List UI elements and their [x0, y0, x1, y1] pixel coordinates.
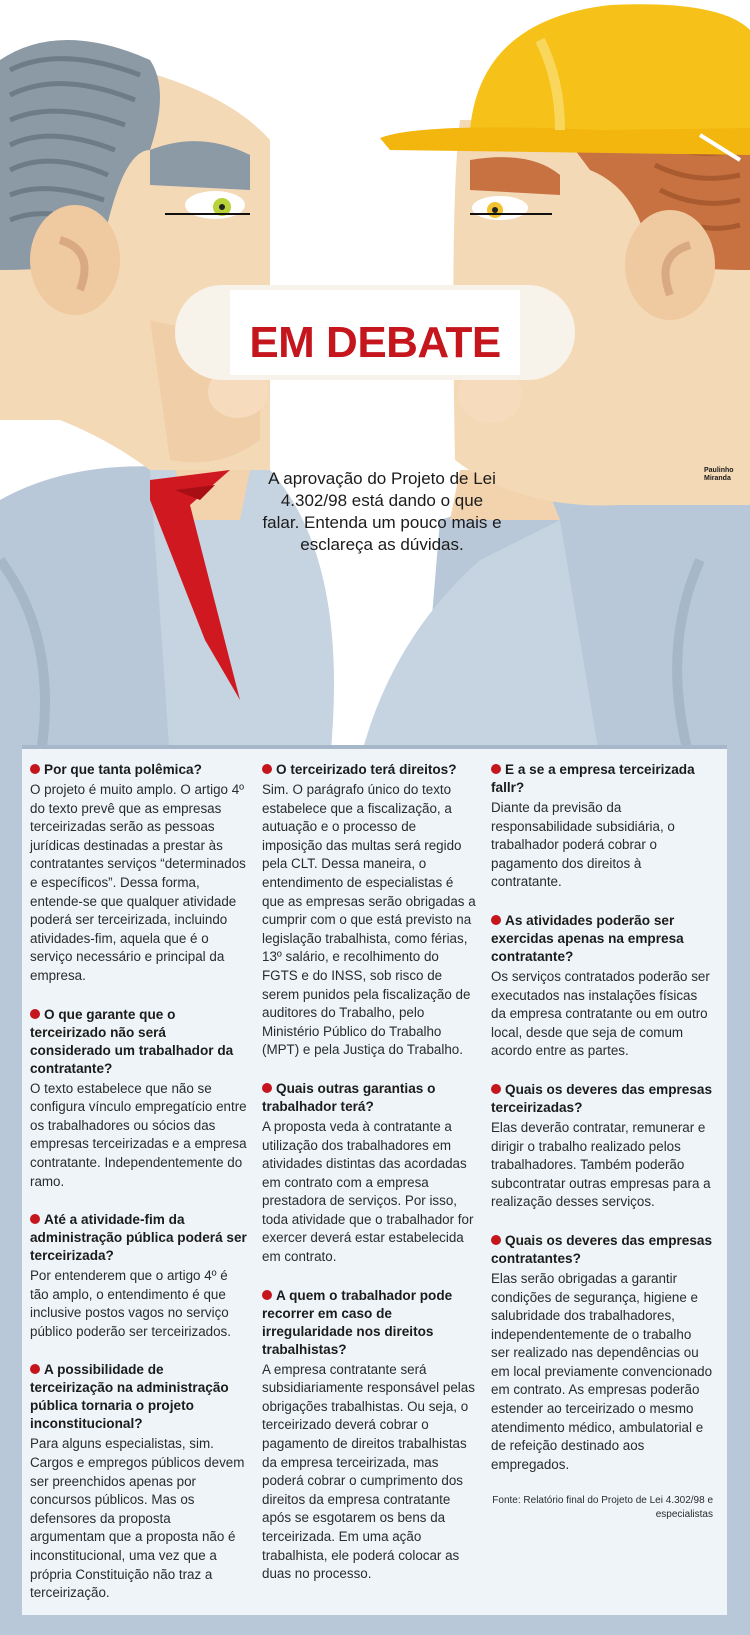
question: O que garante que o terceirizado não será considerado um trabalhador da contratante? [30, 1006, 234, 1076]
qa-item [30, 1211, 248, 1341]
answer: A empresa contratante será subsidiariamente responsável pelas obrigações trabalhistas. Ou seja, o terceirizado deverá cobrar o pagamento de direitos trabalhistas da empresa terceirizada, mas poderá cobrar o cumprimento dos direitos da empresa contratante após se esgotarem os bens da terceirizada. Em uma ação trabalhista, ele poderá colocar as duas no processo. [262, 1361, 475, 1582]
qa-item [30, 1361, 248, 1602]
bullet-icon [491, 1084, 501, 1094]
question: A possibilidade de terceirização na administração pública tornaria o projeto inconstitucional? [30, 1362, 229, 1432]
answer: Os serviços contratados poderão ser executados nas instalações físicas da empresa contratante ou em outro local, desde que seja de comum acordo entre as partes. [491, 968, 710, 1059]
question: Por que tanta polêmica? [30, 761, 248, 779]
answer: Elas deverão contratar, remunerar e dirigir o trabalho realizado pelos trabalhadores. Também poderão subcontratar outras empresas para a realização desses serviços. [491, 1119, 711, 1210]
answer: Elas serão obrigadas a garantir condições de segurança, higiene e salubridade dos trabalhadores, independentemente de o trabalho ser realizado nas dependências ou em local previamente convencionado em contrato. As empresas poderão estender ao terceirizado o mesmo atendimento médico, ambulatorial e de refeição destinado aos empregados. [491, 1270, 713, 1472]
question: Quais outras garantias o trabalhador terá? [262, 1080, 436, 1114]
answer: Por entenderem que o artigo 4º é tão amplo, o entendimento é que inclusive postos vagos no serviço público poderão ser terceirizados. [30, 1268, 231, 1339]
answer: O texto estabelece que não se configura vínculo empregatício entre os trabalhadores ou sócios das empresas terceirizadas e a empresa contratante. Independentemente do ramo. [30, 1080, 247, 1189]
bullet-icon [491, 764, 501, 774]
bullet-icon [30, 1364, 40, 1374]
question: A quem o trabalhador pode recorrer em caso de irregularidade nos direitos trabalhistas? [262, 1287, 453, 1357]
bullet-icon [262, 764, 272, 774]
source-note: Fonte: Relatório final do Projeto de Lei 4.302/98 e especialistas [492, 1495, 713, 1521]
answer: Sim. O parágrafo único do texto estabelece que a fiscalização, a autuação e o processo de imposição das multas será regido pela CLT. Dessa maneira, o entendimento de especialistas é que as empresas serão obrigadas a cumprir com o que está previsto na legislação trabalhista, como férias, 13º salário, e recolhimento do FGTS e do INSS, sob risco de serem punidos pela fiscalização de auditores do Trabalho, pelo Ministério Público do Trabalho (MPT) e pela Justiça do Trabalho. [262, 782, 476, 1058]
debate-illustration [0, 0, 750, 760]
answer: Para alguns especialistas, sim. Cargos e empregos públicos devem ser preenchidos apenas por concursos públicos. Mas os defensores da proposta argumentam que a proposta não é inconstitucional, uma vez que a própria Constituição não traz a terceirização. [30, 1436, 245, 1601]
qa-item [491, 912, 713, 1061]
qa-item [262, 1287, 477, 1584]
qa-item [491, 761, 713, 892]
answer: A proposta veda à contratante a utilização dos trabalhadores em atividades distintas das acordadas em contrato com a empresa prestadora de serviços. Por isso, toda atividade que o trabalhador for exercer deverá estar estabelecida em contrato. [262, 1118, 474, 1265]
qa-item [30, 1006, 248, 1192]
question: O terceirizado terá direitos? [262, 761, 477, 779]
qa-column-1 [30, 761, 248, 1623]
bullet-icon [491, 1235, 501, 1245]
qa-item [30, 761, 248, 986]
page-title: EM DEBATE [249, 318, 501, 367]
bullet-icon [30, 764, 40, 774]
qa-column-3 [491, 761, 713, 1522]
bullet-icon [262, 1083, 272, 1093]
answer: O projeto é muito amplo. O artigo 4º do texto prevê que as empresas terceirizadas serão as pessoas jurídicas destinadas a prestar às contratantes serviços “determinados e específicos”. Dessa forma, entende-se que qualquer atividade poderá ser terceirizada, incluindo atividades-fim, aquela que é o serviço necessário e principal da empresa. [30, 782, 246, 983]
qa-item [491, 1081, 713, 1212]
bullet-icon [262, 1290, 272, 1300]
qa-item [262, 761, 477, 1060]
qa-column-2 [262, 761, 477, 1604]
bullet-icon [30, 1214, 40, 1224]
question: Quais os deveres das empresas terceirizadas? [491, 1081, 713, 1115]
question: E a se a empresa terceirizada fallr? [491, 762, 695, 795]
intro-text: A aprovação do Projeto de Lei 4.302/98 está dando o que falar. Entenda um pouco mais e esclareça as dúvidas. [262, 469, 502, 554]
question: Até a atividade-fim da administração pública poderá ser terceirizada? [30, 1212, 247, 1264]
qa-item [491, 1232, 713, 1475]
qa-item [262, 1080, 477, 1267]
question: As atividades poderão ser exercidas apenas na empresa contratante? [491, 912, 684, 964]
question: Quais os deveres das empresas contratantes? [491, 1232, 713, 1266]
bullet-icon [30, 1009, 40, 1019]
illustrator-credit: Paulinho Miranda [704, 467, 734, 482]
bullet-icon [491, 915, 501, 925]
answer: Diante da previsão da responsabilidade subsidiária, o trabalhador poderá cobrar o pagamento dos direitos à contratante. [491, 800, 675, 890]
